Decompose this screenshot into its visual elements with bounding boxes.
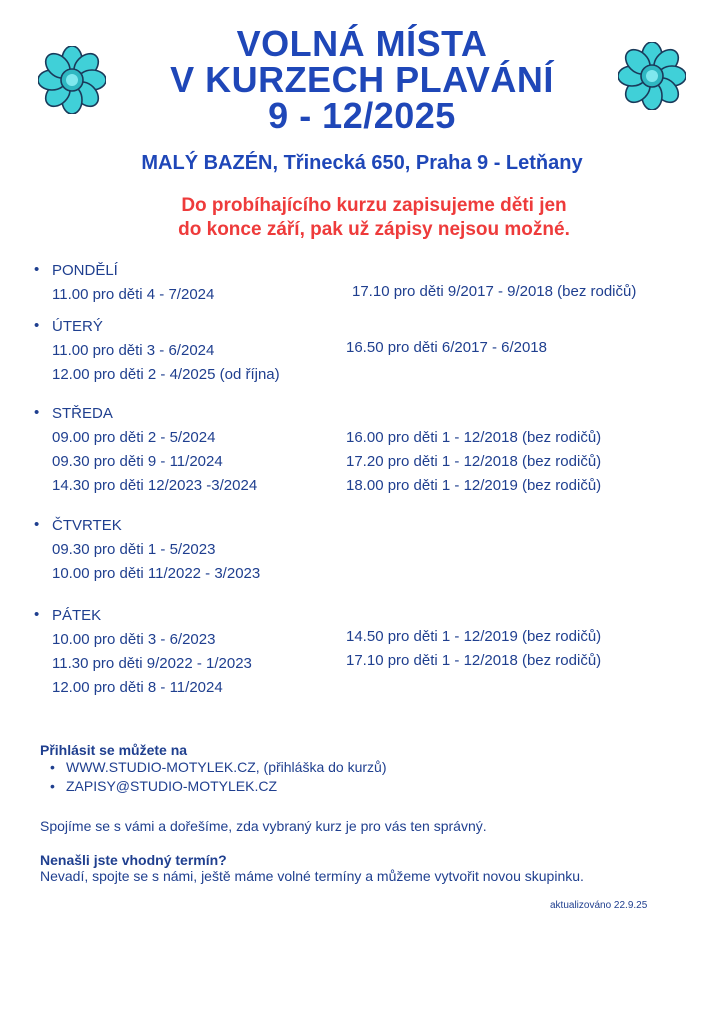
day-friday: • PÁTEK	[52, 607, 101, 624]
slot-tuesday-3: 16.50 pro děti 6/2017 - 6/2018	[346, 339, 547, 356]
enrollment-notice	[134, 194, 614, 242]
nofit-text: Nevadí, spojte se s námi, ještě máme volné termíny a můžeme vytvořit novou skupinku.	[40, 868, 584, 884]
location-subtitle: MALÝ BAZÉN, Třinecká 650, Praha 9 - Letňany	[141, 152, 583, 174]
slot-friday-2: 11.30 pro děti 9/2022 - 1/2023	[52, 655, 252, 672]
signup-email-link[interactable]: • ZAPISY@STUDIO-MOTYLEK.CZ	[40, 777, 690, 796]
contact-text: Spojíme se s vámi a dořešíme, zda vybraný kurz je pro vás ten správný.	[40, 818, 487, 834]
notice-line-1: Do probíhajícího kurzu zapisujeme děti jen	[181, 195, 567, 216]
slot-wednesday-1: 09.00 pro děti 2 - 5/2024	[52, 429, 216, 446]
signup-section	[40, 742, 690, 796]
slot-thursday-1: 09.30 pro děti 1 - 5/2023	[52, 541, 216, 558]
notice-line-2: do konce září, pak už zápisy nejsou možné.	[178, 219, 570, 240]
title-line-3: 9 - 12/2025	[268, 95, 456, 136]
slot-tuesday-1: 11.00 pro děti 3 - 6/2024	[52, 342, 215, 359]
slot-friday-1: 10.00 pro děti 3 - 6/2023	[52, 631, 216, 648]
slot-wednesday-3: 14.30 pro děti 12/2023 -3/2024	[52, 477, 258, 494]
title-line-1: VOLNÁ MÍSTA	[236, 23, 488, 64]
day-wednesday: • STŘEDA	[52, 405, 113, 422]
nofit-heading: Nenašli jste vhodný termín?	[40, 852, 227, 868]
page-title	[0, 23, 724, 136]
slot-friday-5: 17.10 pro děti 1 - 12/2018 (bez rodičů)	[346, 652, 602, 669]
day-thursday: • ČTVRTEK	[52, 517, 122, 534]
day-tuesday: • ÚTERÝ	[52, 318, 103, 335]
slot-monday-1: 11.00 pro děti 4 - 7/2024	[52, 286, 215, 303]
slot-wednesday-2: 09.30 pro děti 9 - 11/2024	[52, 453, 223, 470]
title-line-2: V KURZECH PLAVÁNÍ	[170, 59, 554, 100]
slot-wednesday-6: 18.00 pro děti 1 - 12/2019 (bez rodičů)	[346, 477, 602, 494]
signup-list	[40, 758, 690, 796]
day-monday: • PONDĚLÍ	[52, 262, 118, 279]
signup-heading: Přihlásit se můžete na	[40, 742, 188, 758]
slot-friday-4: 14.50 pro děti 1 - 12/2019 (bez rodičů)	[346, 628, 602, 645]
slot-tuesday-2: 12.00 pro děti 2 - 4/2025 (od října)	[52, 366, 280, 383]
slot-wednesday-4: 16.00 pro děti 1 - 12/2018 (bez rodičů)	[346, 429, 602, 446]
signup-web-link[interactable]: • WWW.STUDIO-MOTYLEK.CZ, (přihláška do kurzů)	[40, 758, 690, 777]
slot-wednesday-5: 17.20 pro děti 1 - 12/2018 (bez rodičů)	[346, 453, 602, 470]
slot-monday-2: 17.10 pro děti 9/2017 - 9/2018 (bez rodičů)	[352, 283, 637, 300]
updated-date: aktualizováno 22.9.25	[550, 900, 648, 911]
nofit-section	[40, 852, 690, 884]
slot-friday-3: 12.00 pro děti 8 - 11/2024	[52, 679, 223, 696]
slot-thursday-2: 10.00 pro děti 11/2022 - 3/2023	[52, 565, 261, 582]
